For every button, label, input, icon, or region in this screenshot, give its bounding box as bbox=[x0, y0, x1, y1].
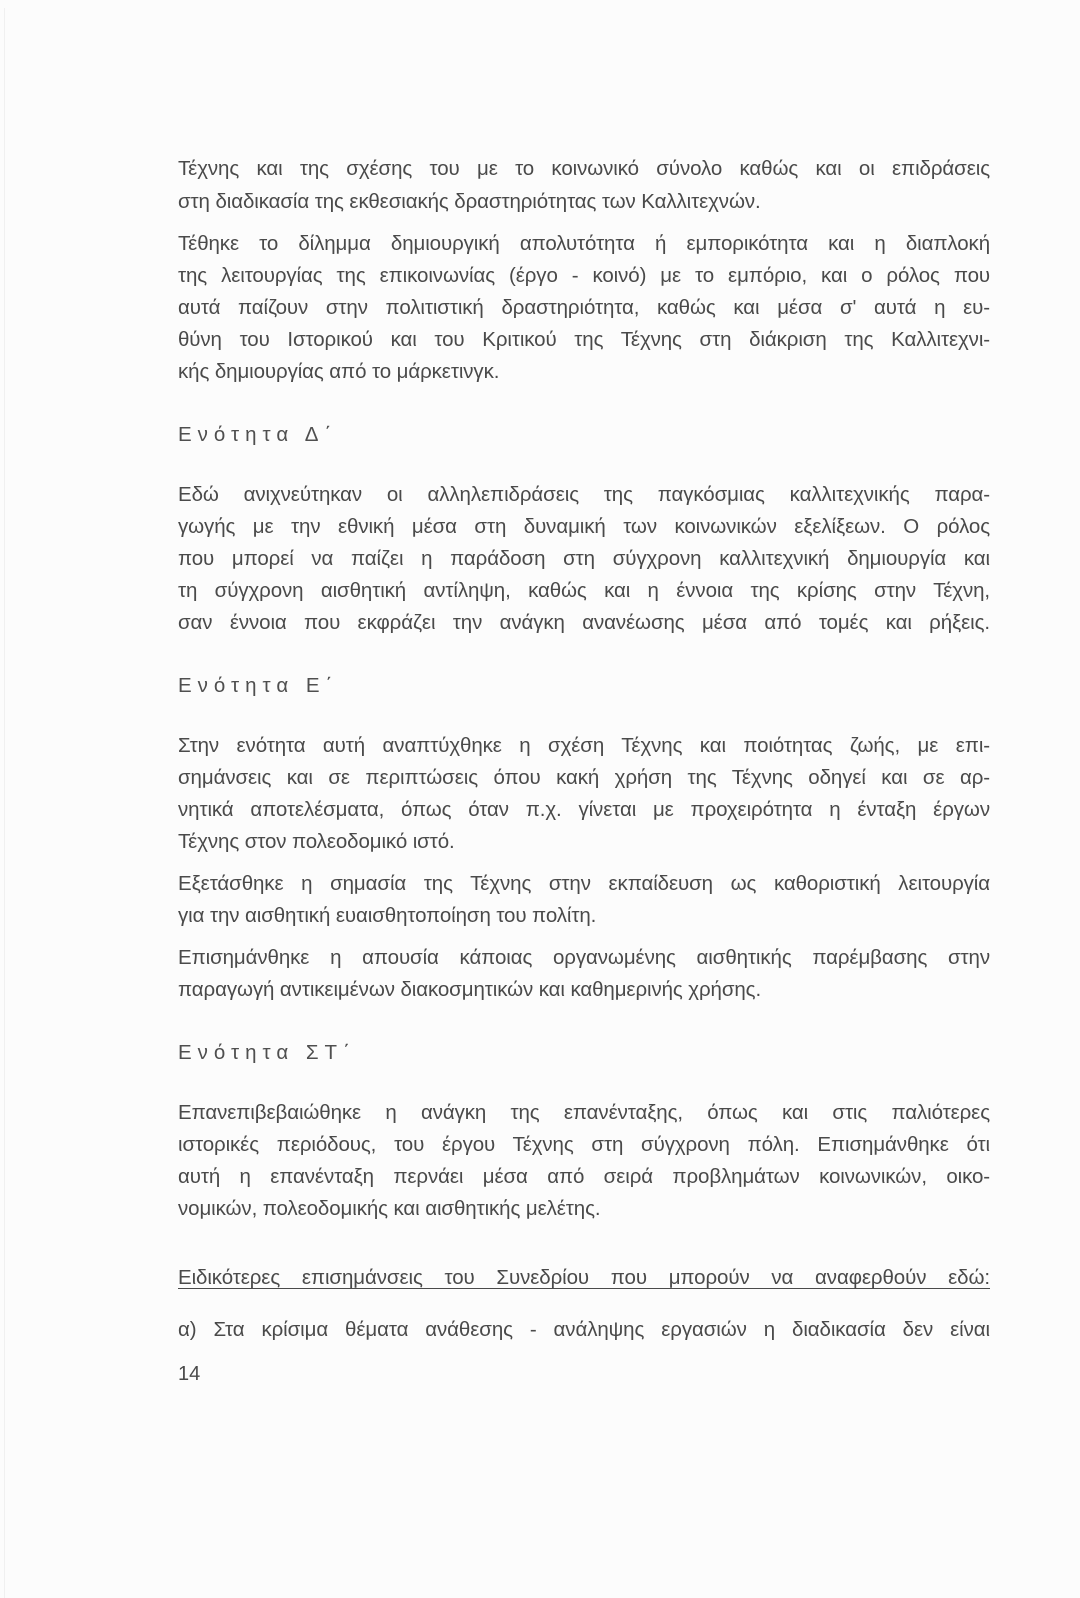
section-e-line: Επισημάνθηκε η απουσία κάποιας οργανωμένης αισθητικής παρέμβασης στην bbox=[178, 946, 990, 969]
page-number: 14 bbox=[178, 1363, 201, 1385]
section-d-line: σαν έννοια που εκφράζει την ανάγκη ανανέωσης μέσα από τομές και ρήξεις. bbox=[178, 611, 990, 634]
dilemma-line: της λειτουργίας της επικοινωνίας (έργο - κοινό) με το εμπόριο, και ο ρόλος που bbox=[178, 264, 990, 287]
section-d-line: Εδώ ανιχνεύτηκαν οι αλληλεπιδράσεις της παγκόσμιας καλλιτεχνικής παρα- bbox=[178, 483, 990, 506]
section-st-line: νομικών, πολεοδομικής και αισθητικής μελέτης. bbox=[178, 1197, 601, 1220]
dilemma-line: αυτά παίζουν στην πολιτιστική δραστηριότητα, καθώς και μέσα σ' αυτά η ευ- bbox=[178, 296, 990, 319]
dilemma-line: κής δημιουργίας από το μάρκετινγκ. bbox=[178, 360, 500, 383]
section-d-line: τη σύγχρονη αισθητική αντίληψη, καθώς και η έννοια της κρίσης στην Τέχνη, bbox=[178, 579, 990, 602]
section-st-line: Επανεπιβεβαιώθηκε η ανάγκη της επανένταξης, όπως και στις παλιότερες bbox=[178, 1101, 990, 1124]
special-remarks-heading: Ειδικότερες επισημάνσεις του Συνεδρίου που μπορούν να αναφερθούν εδώ: bbox=[178, 1266, 990, 1289]
section-d-line: που μπορεί να παίζει η παράδοση στη σύγχρονη καλλιτεχνική δημιουργία και bbox=[178, 547, 990, 570]
section-st-line: ιστορικές περιόδους, του έργου Τέχνης στη σύγχρονη πόλη. Επισημάνθηκε ότι bbox=[178, 1133, 990, 1156]
section-e-line: για την αισθητική ευαισθητοποίηση του πολίτη. bbox=[178, 904, 597, 927]
section-d-line: γωγής με την εθνική μέσα στη δυναμική των κοινωνικών εξελίξεων. Ο ρόλος bbox=[178, 515, 990, 538]
section-st-line: αυτή η επανένταξη περνάει μέσα από σειρά προβλημάτων κοινωνικών, οικο- bbox=[178, 1165, 990, 1188]
section-e-heading: Ενότητα Ε΄ bbox=[178, 674, 339, 697]
intro-line: Τέχνης και της σχέσης του με το κοινωνικό σύνολο καθώς και οι επιδράσεις bbox=[178, 157, 990, 180]
section-e-line: παραγωγή αντικειμένων διακοσμητικών και καθημερινής χρήσης. bbox=[178, 978, 762, 1001]
dilemma-line: θύνη του Ιστορικού και του Κριτικού της Τέχνης στη διάκριση της Καλλιτεχνι- bbox=[178, 328, 990, 351]
section-st-heading: Ενότητα ΣΤ΄ bbox=[178, 1041, 356, 1064]
section-e-line: Εξετάσθηκε η σημασία της Τέχνης στην εκπαίδευση ως καθοριστική λειτουργία bbox=[178, 872, 990, 895]
dilemma-line: Τέθηκε το δίλημμα δημιουργική απολυτότητα ή εμπορικότητα και η διαπλοκή bbox=[178, 232, 990, 255]
section-e-line: Στην ενότητα αυτή αναπτύχθηκε η σχέση Τέχνης και ποιότητας ζωής, με επι- bbox=[178, 734, 990, 757]
section-d-heading: Ενότητα Δ΄ bbox=[178, 423, 338, 446]
section-e-line: Τέχνης στον πολεοδομικό ιστό. bbox=[178, 830, 455, 853]
special-remarks-item: α) Στα κρίσιμα θέματα ανάθεσης - ανάληψης εργασιών η διαδικασία δεν είναι bbox=[178, 1318, 990, 1341]
section-e-line: νητικά αποτελέσματα, όπως όταν π.χ. γίνεται με προχειρότητα η ένταξη έργων bbox=[178, 798, 990, 821]
intro-line: στη διαδικασία της εκθεσιακής δραστηριότητας των Καλλιτεχνών. bbox=[178, 190, 761, 213]
page-edge bbox=[4, 8, 5, 1598]
section-e-line: σημάνσεις και σε περιπτώσεις όπου κακή χρήση της Τέχνης οδηγεί και σε αρ- bbox=[178, 766, 990, 789]
